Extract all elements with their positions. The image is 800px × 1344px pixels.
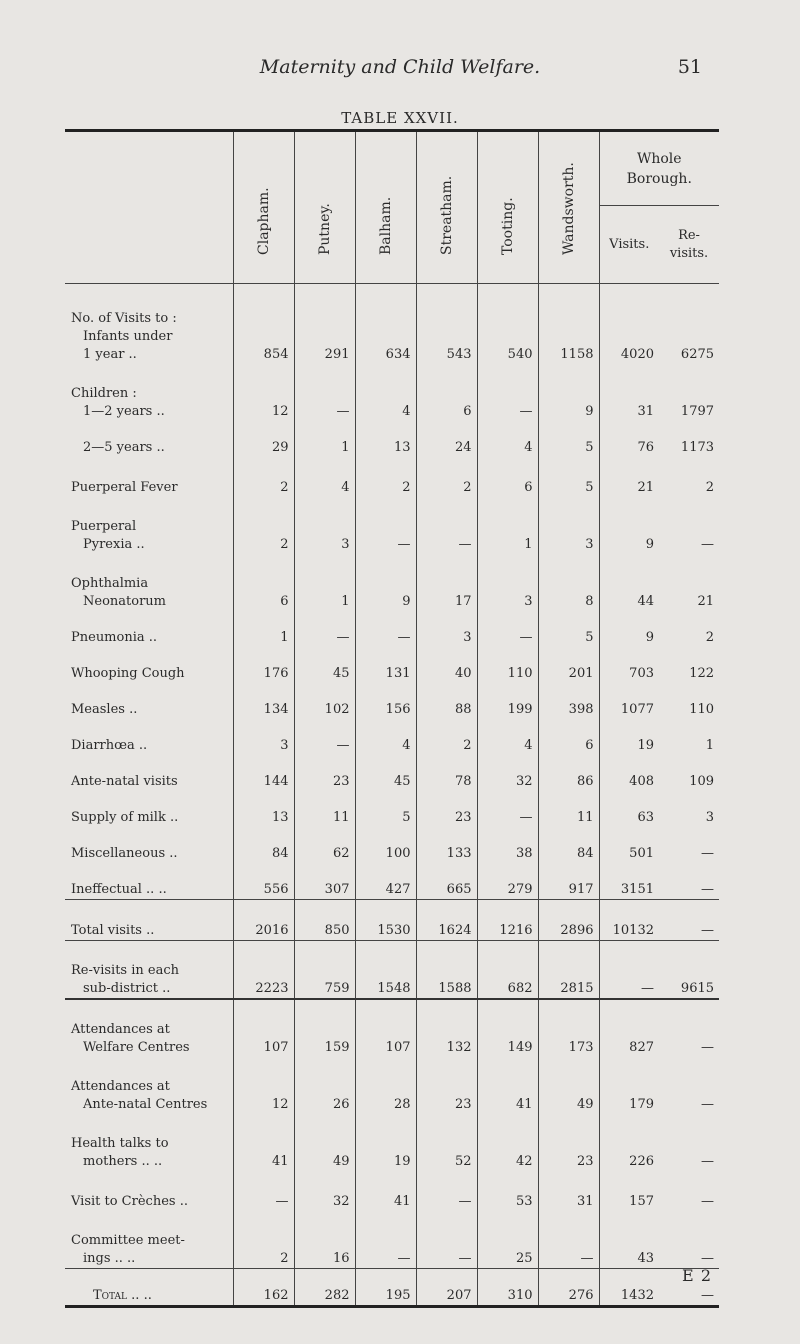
cell-value: — [477, 611, 538, 647]
row-label-line: Ante-natal Centres [83, 1097, 208, 1112]
cell-value: 17 [416, 554, 477, 611]
cell-value: 41 [477, 1057, 538, 1114]
cell-value: 102 [294, 683, 355, 719]
row-label-line: Ophthalmia [71, 576, 149, 591]
cell-value: 42 [477, 1114, 538, 1171]
cell-value: 23 [294, 755, 355, 791]
col-header-putney-text: Putney. [316, 203, 333, 255]
cell-value: 131 [355, 647, 416, 683]
row-label [65, 1171, 233, 1211]
cell-value: — [294, 364, 355, 421]
cell-value: 5 [355, 791, 416, 827]
row-label-line: Health talks to [71, 1136, 169, 1151]
cell-value: 110 [689, 702, 715, 717]
running-title: Maternity and Child Welfare. [259, 56, 541, 78]
row-label-line: Attendances at [71, 1079, 170, 1094]
col-header-balham [355, 131, 416, 284]
cell-value: 179 [599, 1057, 659, 1114]
cell-value: 9 [599, 497, 659, 554]
cell-value: 1077 [599, 683, 659, 719]
cell-value: 917 [538, 863, 599, 900]
cell-value: 4 [355, 364, 416, 421]
table-row [65, 827, 719, 863]
row-label [65, 1114, 233, 1171]
cell-value: — [659, 900, 719, 941]
cell-value: 1 [477, 497, 538, 554]
table-row [65, 1269, 719, 1307]
row-label-line: 1—2 years .. [83, 404, 165, 419]
cell-value: 1548 [355, 941, 416, 1000]
row-label-line: Attendances at [71, 1022, 170, 1037]
cell-value: 1173 [680, 440, 715, 455]
cell-value: 162 [233, 1269, 294, 1307]
cell-value: 6 [477, 457, 538, 497]
cell-value: 207 [416, 1269, 477, 1307]
cell-value: 5 [538, 421, 599, 457]
cell-value: 84 [538, 827, 599, 863]
table-row [65, 791, 719, 827]
cell-value: 3151 [599, 863, 659, 900]
cell-value: 2 [233, 457, 294, 497]
table-header [65, 131, 719, 284]
cell-value: — [659, 999, 719, 1057]
cell-value: 19 [599, 719, 659, 755]
cell-value: 21 [697, 594, 715, 609]
cell-value: 1624 [416, 900, 477, 941]
cell-value: 159 [294, 999, 355, 1057]
row-label [65, 457, 233, 497]
cell-value: 156 [355, 683, 416, 719]
cell-value: 132 [416, 999, 477, 1057]
cell-value: 45 [355, 755, 416, 791]
cell-value: 2815 [538, 941, 599, 1000]
running-head [0, 56, 800, 86]
cell-value: — [294, 719, 355, 755]
row-label [65, 554, 233, 611]
row-label-line: sub-district .. [83, 981, 171, 996]
cell-value: 88 [416, 683, 477, 719]
header-label-cell [65, 131, 233, 284]
cell-value: 9615 [659, 941, 719, 1000]
cell-value: — [701, 1251, 715, 1266]
row-label [65, 863, 233, 900]
table-row [65, 497, 719, 554]
cell-value: 109 [689, 774, 715, 789]
cell-value: 195 [355, 1269, 416, 1307]
row-label-line: Miscellaneous .. [71, 846, 178, 861]
cell-value: — [233, 1171, 294, 1211]
cell-value: 32 [294, 1171, 355, 1211]
col-header-balham-text: Balham. [377, 196, 394, 255]
cell-value: — [416, 1171, 477, 1211]
cell-value: 2 [705, 480, 715, 495]
cell-value: 9 [538, 364, 599, 421]
row-label [65, 647, 233, 683]
cell-value: — [701, 1154, 715, 1169]
row-label-line: ings .. .. [83, 1251, 136, 1266]
row-label [65, 421, 233, 457]
cell-value: 3 [705, 810, 715, 825]
row-label-line: Pyrexia .. [83, 537, 145, 552]
row-label [65, 1269, 233, 1307]
row-label-line: Pneumonia .. [71, 630, 158, 645]
cell-value: — [477, 791, 538, 827]
cell-value: 703 [599, 647, 659, 683]
cell-value: 1158 [538, 284, 599, 365]
cell-value: 41 [355, 1171, 416, 1211]
table-row [65, 284, 719, 365]
row-label-line: Visit to Crèches .. [71, 1194, 188, 1209]
row-label [65, 1211, 233, 1269]
cell-value: 199 [477, 683, 538, 719]
cell-value: — [294, 611, 355, 647]
cell-value: 3 [538, 497, 599, 554]
row-label-line: Committee meet- [71, 1233, 185, 1248]
cell-value: 408 [599, 755, 659, 791]
row-label-line: Re-visits in each [71, 963, 179, 978]
cell-value: 6 [233, 554, 294, 611]
cell-value: 157 [599, 1171, 659, 1211]
cell-value: 31 [599, 364, 659, 421]
cell-value: — [701, 882, 715, 897]
row-label-line: Ineffectual .. .. [71, 882, 167, 897]
cell-value: 1 [705, 738, 715, 753]
row-label [65, 1057, 233, 1114]
cell-value: — [599, 941, 659, 1000]
table-row [65, 755, 719, 791]
table-row [65, 647, 719, 683]
cell-value: 8 [538, 554, 599, 611]
row-label [65, 497, 233, 554]
cell-value: 10132 [599, 900, 659, 941]
cell-value: — [416, 497, 477, 554]
cell-value: 5 [538, 611, 599, 647]
cell-value: 2 [355, 457, 416, 497]
row-label-line: Measles .. [71, 702, 138, 717]
cell-value: 282 [294, 1269, 355, 1307]
cell-value: 16 [294, 1211, 355, 1269]
cell-value: 6275 [680, 347, 715, 362]
table-row [65, 863, 719, 900]
col-header-wandsworth [538, 131, 599, 284]
cell-value: 2 [705, 630, 715, 645]
table-row [65, 999, 719, 1057]
cell-value: — [355, 611, 416, 647]
table-row [65, 364, 719, 421]
cell-value: 53 [477, 1171, 538, 1211]
cell-value: 854 [233, 284, 294, 365]
cell-value: 107 [355, 999, 416, 1057]
cell-value: — [659, 1269, 719, 1307]
cell-value: 31 [538, 1171, 599, 1211]
row-label [65, 364, 233, 421]
cell-value: 556 [233, 863, 294, 900]
cell-value: 134 [233, 683, 294, 719]
table-row [65, 1211, 719, 1269]
row-label [65, 900, 233, 941]
cell-value: 144 [233, 755, 294, 791]
table-row [65, 1057, 719, 1114]
col-header-streatham-text: Streatham. [438, 175, 455, 255]
cell-value: 291 [294, 284, 355, 365]
cell-value: 149 [477, 999, 538, 1057]
cell-value: 501 [599, 827, 659, 863]
cell-value: 3 [294, 497, 355, 554]
cell-value: 63 [599, 791, 659, 827]
table-row [65, 719, 719, 755]
cell-value: 86 [538, 755, 599, 791]
table-row [65, 554, 719, 611]
cell-value: 1588 [416, 941, 477, 1000]
cell-value: 38 [477, 827, 538, 863]
col-header-tooting [477, 131, 538, 284]
cell-value: — [701, 537, 715, 552]
cell-value: 11 [294, 791, 355, 827]
row-label-line: Puerperal [71, 519, 137, 534]
cell-value: 23 [416, 791, 477, 827]
cell-value: 310 [477, 1269, 538, 1307]
cell-value: — [355, 497, 416, 554]
row-label [65, 683, 233, 719]
cell-value: 2 [233, 497, 294, 554]
cell-value: 173 [538, 999, 599, 1057]
cell-value: 40 [416, 647, 477, 683]
cell-value: 13 [233, 791, 294, 827]
row-label-line: Puerperal Fever [71, 480, 178, 495]
revisits-line-2: visits. [669, 245, 709, 261]
cell-value: 682 [477, 941, 538, 1000]
cell-value: 2016 [233, 900, 294, 941]
col-header-clapham-text: Clapham. [255, 187, 272, 255]
row-label [65, 941, 233, 1000]
cell-value: 427 [355, 863, 416, 900]
row-label-line: mothers .. .. [83, 1154, 163, 1169]
cell-value: — [701, 1097, 715, 1112]
cell-value: 2896 [538, 900, 599, 941]
cell-value: 4020 [599, 284, 659, 365]
row-label [65, 999, 233, 1057]
cell-value: — [701, 1194, 715, 1209]
row-label-line: 2—5 years .. [83, 440, 165, 455]
cell-value: 100 [355, 827, 416, 863]
cell-value: 110 [477, 647, 538, 683]
cell-value: 23 [416, 1057, 477, 1114]
table-body [65, 284, 719, 1307]
cell-value: 76 [599, 421, 659, 457]
cell-value: 24 [416, 421, 477, 457]
cell-value: — [416, 1211, 477, 1269]
cell-value: 176 [233, 647, 294, 683]
cell-value: 1 [233, 611, 294, 647]
cell-value: 634 [355, 284, 416, 365]
table-title: TABLE XXVII. [341, 109, 459, 127]
cell-value: 78 [416, 755, 477, 791]
cell-value: 43 [599, 1211, 659, 1269]
row-label-line: Welfare Centres [83, 1040, 190, 1055]
cell-value: 52 [416, 1114, 477, 1171]
cell-value: 543 [416, 284, 477, 365]
cell-value: 9 [355, 554, 416, 611]
cell-value: 2223 [233, 941, 294, 1000]
col-header-revisits [659, 206, 719, 284]
cell-value: — [355, 1211, 416, 1269]
cell-value: 26 [294, 1057, 355, 1114]
col-header-clapham [233, 131, 294, 284]
table-row [65, 683, 719, 719]
cell-value: 3 [233, 719, 294, 755]
row-label [65, 827, 233, 863]
cell-value: 32 [477, 755, 538, 791]
row-label [65, 719, 233, 755]
cell-value: 4 [477, 719, 538, 755]
cell-value: 2 [233, 1211, 294, 1269]
cell-value: 4 [355, 719, 416, 755]
row-label [65, 611, 233, 647]
row-label-line: No. of Visits to : [71, 311, 177, 326]
cell-value: 1530 [355, 900, 416, 941]
cell-value: 11 [538, 791, 599, 827]
cell-value: 1 [294, 421, 355, 457]
cell-value: 12 [233, 364, 294, 421]
table-row [65, 941, 719, 1000]
row-label-line: Total visits .. [71, 923, 155, 938]
signature-mark: E 2 [682, 1266, 712, 1285]
table-row [65, 900, 719, 941]
col-header-putney [294, 131, 355, 284]
cell-value: 3 [477, 554, 538, 611]
cell-value: 2 [416, 457, 477, 497]
table-row [65, 457, 719, 497]
cell-value: 276 [538, 1269, 599, 1307]
row-label-line: 1 year .. [83, 347, 137, 362]
page-number: 51 [677, 56, 702, 78]
row-label-line: Infants under [83, 329, 173, 344]
cell-value: 9 [599, 611, 659, 647]
cell-value: 62 [294, 827, 355, 863]
visits-table [65, 129, 719, 1308]
cell-value: 13 [355, 421, 416, 457]
cell-value: 6 [416, 364, 477, 421]
cell-value: 1432 [599, 1269, 659, 1307]
whole-borough-line-1: Whole [636, 150, 682, 167]
cell-value: 23 [538, 1114, 599, 1171]
col-header-tooting-text: Tooting. [499, 197, 516, 255]
cell-value: 133 [416, 827, 477, 863]
cell-value: 4 [294, 457, 355, 497]
cell-value: 759 [294, 941, 355, 1000]
table-row [65, 1171, 719, 1211]
cell-value: 3 [416, 611, 477, 647]
row-label-line: Supply of milk .. [71, 810, 179, 825]
cell-value: 201 [538, 647, 599, 683]
cell-value: 398 [538, 683, 599, 719]
cell-value: 19 [355, 1114, 416, 1171]
cell-value: 827 [599, 999, 659, 1057]
cell-value: 2 [416, 719, 477, 755]
col-header-wandsworth-text: Wandsworth. [560, 162, 577, 255]
row-label [65, 755, 233, 791]
col-header-whole-borough [599, 131, 719, 206]
cell-value: 44 [599, 554, 659, 611]
cell-value: 1797 [680, 404, 715, 419]
cell-value: — [701, 846, 715, 861]
row-label [65, 791, 233, 827]
cell-value: 29 [233, 421, 294, 457]
table-row [65, 611, 719, 647]
row-label [65, 284, 233, 365]
cell-value: — [477, 364, 538, 421]
cell-value: 850 [294, 900, 355, 941]
cell-value: 107 [233, 999, 294, 1057]
cell-value: 5 [538, 457, 599, 497]
cell-value: 41 [233, 1114, 294, 1171]
col-header-streatham [416, 131, 477, 284]
cell-value: 25 [477, 1211, 538, 1269]
cell-value: 1216 [477, 900, 538, 941]
cell-value: 665 [416, 863, 477, 900]
cell-value: 1 [294, 554, 355, 611]
cell-value: 4 [477, 421, 538, 457]
cell-value: 279 [477, 863, 538, 900]
row-label-line: Total .. .. [93, 1288, 152, 1303]
cell-value: 6 [538, 719, 599, 755]
cell-value: 122 [689, 666, 715, 681]
cell-value: 49 [538, 1057, 599, 1114]
cell-value: 12 [233, 1057, 294, 1114]
row-label-line: Ante-natal visits [71, 774, 178, 789]
cell-value: 84 [233, 827, 294, 863]
cell-value: 307 [294, 863, 355, 900]
cell-value: — [538, 1211, 599, 1269]
cell-value: 540 [477, 284, 538, 365]
row-label-line: Diarrhœa .. [71, 738, 148, 753]
revisits-line-1: Re- [678, 227, 700, 243]
cell-value: 45 [294, 647, 355, 683]
whole-borough-line-2: Borough. [626, 170, 692, 187]
table-row [65, 421, 719, 457]
cell-value: 49 [294, 1114, 355, 1171]
col-header-visits: Visits. [599, 206, 659, 284]
row-label-line: Neonatorum [83, 594, 166, 609]
cell-value: 21 [599, 457, 659, 497]
row-label-line: Children : [71, 386, 137, 401]
cell-value: 28 [355, 1057, 416, 1114]
cell-value: 226 [599, 1114, 659, 1171]
table-row [65, 1114, 719, 1171]
row-label-line: Whooping Cough [71, 666, 185, 681]
